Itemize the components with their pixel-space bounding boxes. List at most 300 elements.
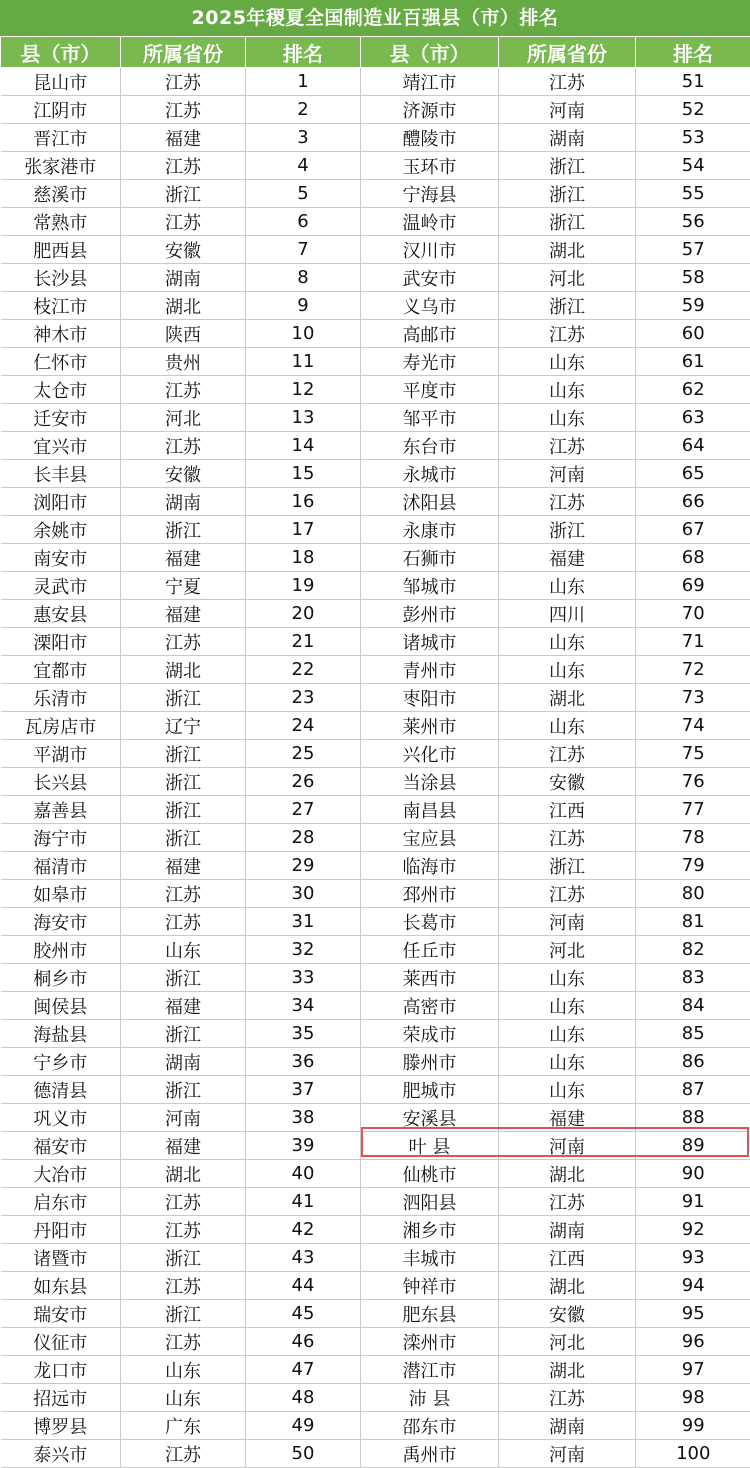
cell-county-left: 博罗县 bbox=[1, 1412, 121, 1440]
table-row bbox=[1, 1244, 750, 1272]
header-rank-right: 排名 bbox=[636, 37, 750, 68]
cell-county-left: 南安市 bbox=[1, 544, 121, 572]
cell-province-right: 湖北 bbox=[499, 236, 636, 264]
cell-county-right: 石狮市 bbox=[361, 544, 499, 572]
cell-rank-right: 69 bbox=[636, 572, 750, 600]
cell-county-right: 肥城市 bbox=[361, 1076, 499, 1104]
cell-province-left: 福建 bbox=[121, 852, 246, 880]
cell-rank-left: 15 bbox=[246, 460, 361, 488]
table-row bbox=[1, 1412, 750, 1440]
cell-rank-left: 44 bbox=[246, 1272, 361, 1300]
cell-province-right: 山东 bbox=[499, 1076, 636, 1104]
cell-rank-left: 47 bbox=[246, 1356, 361, 1384]
cell-rank-right: 67 bbox=[636, 516, 750, 544]
table-row bbox=[1, 1020, 750, 1048]
cell-province-left: 湖南 bbox=[121, 488, 246, 516]
cell-province-right: 四川 bbox=[499, 600, 636, 628]
cell-province-right: 河南 bbox=[499, 908, 636, 936]
cell-province-right: 福建 bbox=[499, 1104, 636, 1132]
cell-county-left: 启东市 bbox=[1, 1188, 121, 1216]
table-row bbox=[1, 684, 750, 712]
table-row bbox=[1, 124, 750, 152]
cell-county-right: 钟祥市 bbox=[361, 1272, 499, 1300]
cell-rank-left: 16 bbox=[246, 488, 361, 516]
cell-county-left: 福安市 bbox=[1, 1132, 121, 1160]
cell-county-right: 高密市 bbox=[361, 992, 499, 1020]
cell-county-left: 晋江市 bbox=[1, 124, 121, 152]
cell-province-left: 浙江 bbox=[121, 824, 246, 852]
cell-county-right: 叶 县 bbox=[361, 1132, 499, 1160]
cell-rank-left: 10 bbox=[246, 320, 361, 348]
cell-county-right: 滕州市 bbox=[361, 1048, 499, 1076]
cell-province-left: 浙江 bbox=[121, 796, 246, 824]
cell-province-left: 浙江 bbox=[121, 180, 246, 208]
table-row bbox=[1, 740, 750, 768]
cell-county-right: 兴化市 bbox=[361, 740, 499, 768]
cell-county-left: 如皋市 bbox=[1, 880, 121, 908]
cell-rank-right: 53 bbox=[636, 124, 750, 152]
cell-rank-left: 6 bbox=[246, 208, 361, 236]
cell-province-left: 辽宁 bbox=[121, 712, 246, 740]
table-row bbox=[1, 544, 750, 572]
cell-rank-right: 80 bbox=[636, 880, 750, 908]
table-row bbox=[1, 1188, 750, 1216]
cell-province-right: 河南 bbox=[499, 1132, 636, 1160]
cell-rank-right: 74 bbox=[636, 712, 750, 740]
cell-rank-right: 89 bbox=[636, 1132, 750, 1160]
cell-rank-left: 19 bbox=[246, 572, 361, 600]
cell-county-left: 桐乡市 bbox=[1, 964, 121, 992]
cell-county-left: 长沙县 bbox=[1, 264, 121, 292]
cell-rank-left: 24 bbox=[246, 712, 361, 740]
cell-rank-right: 90 bbox=[636, 1160, 750, 1188]
cell-province-right: 山东 bbox=[499, 964, 636, 992]
cell-county-left: 仪征市 bbox=[1, 1328, 121, 1356]
cell-county-right: 长葛市 bbox=[361, 908, 499, 936]
cell-province-right: 河南 bbox=[499, 460, 636, 488]
table-title: 2025年稷夏全国制造业百强县（市）排名 bbox=[0, 0, 750, 36]
cell-rank-right: 72 bbox=[636, 656, 750, 684]
cell-county-left: 嘉善县 bbox=[1, 796, 121, 824]
table-row bbox=[1, 96, 750, 124]
cell-county-left: 迁安市 bbox=[1, 404, 121, 432]
cell-rank-left: 40 bbox=[246, 1160, 361, 1188]
cell-province-right: 山东 bbox=[499, 992, 636, 1020]
table-row bbox=[1, 572, 750, 600]
cell-rank-left: 30 bbox=[246, 880, 361, 908]
table-row bbox=[1, 1132, 750, 1160]
cell-county-left: 大冶市 bbox=[1, 1160, 121, 1188]
cell-rank-right: 91 bbox=[636, 1188, 750, 1216]
cell-province-left: 江苏 bbox=[121, 376, 246, 404]
table-row bbox=[1, 348, 750, 376]
cell-province-left: 浙江 bbox=[121, 1020, 246, 1048]
cell-province-left: 江苏 bbox=[121, 1188, 246, 1216]
cell-county-right: 永城市 bbox=[361, 460, 499, 488]
cell-rank-left: 12 bbox=[246, 376, 361, 404]
table-row bbox=[1, 852, 750, 880]
cell-rank-right: 86 bbox=[636, 1048, 750, 1076]
cell-rank-right: 71 bbox=[636, 628, 750, 656]
cell-province-right: 江西 bbox=[499, 1244, 636, 1272]
cell-rank-left: 50 bbox=[246, 1440, 361, 1468]
cell-county-right: 荣成市 bbox=[361, 1020, 499, 1048]
cell-county-left: 福清市 bbox=[1, 852, 121, 880]
table-row bbox=[1, 180, 750, 208]
cell-county-right: 汉川市 bbox=[361, 236, 499, 264]
cell-county-right: 东台市 bbox=[361, 432, 499, 460]
table-row bbox=[1, 1356, 750, 1384]
cell-county-right: 济源市 bbox=[361, 96, 499, 124]
cell-county-right: 邵东市 bbox=[361, 1412, 499, 1440]
cell-province-right: 湖北 bbox=[499, 684, 636, 712]
cell-province-right: 山东 bbox=[499, 712, 636, 740]
cell-county-right: 沛 县 bbox=[361, 1384, 499, 1412]
cell-province-right: 江苏 bbox=[499, 740, 636, 768]
cell-province-right: 山东 bbox=[499, 656, 636, 684]
cell-county-right: 武安市 bbox=[361, 264, 499, 292]
cell-province-right: 河北 bbox=[499, 1328, 636, 1356]
cell-county-left: 宜都市 bbox=[1, 656, 121, 684]
cell-county-left: 灵武市 bbox=[1, 572, 121, 600]
cell-county-left: 浏阳市 bbox=[1, 488, 121, 516]
cell-county-right: 当涂县 bbox=[361, 768, 499, 796]
cell-rank-right: 93 bbox=[636, 1244, 750, 1272]
cell-county-left: 宁乡市 bbox=[1, 1048, 121, 1076]
cell-province-left: 湖南 bbox=[121, 1048, 246, 1076]
cell-province-right: 山东 bbox=[499, 348, 636, 376]
cell-rank-right: 75 bbox=[636, 740, 750, 768]
cell-province-right: 湖北 bbox=[499, 1160, 636, 1188]
table-row bbox=[1, 656, 750, 684]
cell-rank-right: 94 bbox=[636, 1272, 750, 1300]
cell-province-left: 江苏 bbox=[121, 1272, 246, 1300]
cell-rank-right: 87 bbox=[636, 1076, 750, 1104]
cell-county-right: 仙桃市 bbox=[361, 1160, 499, 1188]
cell-rank-right: 84 bbox=[636, 992, 750, 1020]
cell-province-left: 山东 bbox=[121, 1384, 246, 1412]
cell-rank-right: 92 bbox=[636, 1216, 750, 1244]
cell-rank-right: 56 bbox=[636, 208, 750, 236]
cell-province-right: 山东 bbox=[499, 628, 636, 656]
cell-rank-left: 34 bbox=[246, 992, 361, 1020]
table-row bbox=[1, 908, 750, 936]
cell-province-left: 浙江 bbox=[121, 516, 246, 544]
cell-rank-right: 79 bbox=[636, 852, 750, 880]
cell-rank-right: 68 bbox=[636, 544, 750, 572]
cell-province-left: 江苏 bbox=[121, 208, 246, 236]
cell-rank-left: 35 bbox=[246, 1020, 361, 1048]
cell-province-left: 广东 bbox=[121, 1412, 246, 1440]
cell-county-left: 神木市 bbox=[1, 320, 121, 348]
cell-county-right: 湘乡市 bbox=[361, 1216, 499, 1244]
cell-county-left: 德清县 bbox=[1, 1076, 121, 1104]
cell-province-right: 山东 bbox=[499, 404, 636, 432]
cell-county-right: 宝应县 bbox=[361, 824, 499, 852]
cell-rank-right: 57 bbox=[636, 236, 750, 264]
cell-rank-right: 78 bbox=[636, 824, 750, 852]
cell-county-left: 泰兴市 bbox=[1, 1440, 121, 1468]
cell-county-left: 张家港市 bbox=[1, 152, 121, 180]
cell-county-right: 南昌县 bbox=[361, 796, 499, 824]
cell-rank-left: 39 bbox=[246, 1132, 361, 1160]
cell-province-left: 浙江 bbox=[121, 684, 246, 712]
cell-province-left: 浙江 bbox=[121, 964, 246, 992]
cell-rank-right: 63 bbox=[636, 404, 750, 432]
cell-rank-right: 98 bbox=[636, 1384, 750, 1412]
cell-rank-left: 38 bbox=[246, 1104, 361, 1132]
cell-county-left: 闽侯县 bbox=[1, 992, 121, 1020]
cell-rank-left: 27 bbox=[246, 796, 361, 824]
cell-county-left: 招远市 bbox=[1, 1384, 121, 1412]
cell-province-right: 河北 bbox=[499, 264, 636, 292]
cell-province-left: 湖北 bbox=[121, 292, 246, 320]
cell-rank-left: 49 bbox=[246, 1412, 361, 1440]
cell-province-left: 福建 bbox=[121, 992, 246, 1020]
cell-county-left: 海安市 bbox=[1, 908, 121, 936]
cell-county-right: 温岭市 bbox=[361, 208, 499, 236]
cell-rank-right: 82 bbox=[636, 936, 750, 964]
cell-province-left: 陕西 bbox=[121, 320, 246, 348]
cell-rank-left: 48 bbox=[246, 1384, 361, 1412]
cell-county-left: 太仓市 bbox=[1, 376, 121, 404]
cell-province-right: 浙江 bbox=[499, 180, 636, 208]
cell-rank-right: 64 bbox=[636, 432, 750, 460]
cell-county-left: 长丰县 bbox=[1, 460, 121, 488]
cell-province-left: 浙江 bbox=[121, 1076, 246, 1104]
cell-rank-left: 9 bbox=[246, 292, 361, 320]
cell-province-left: 江苏 bbox=[121, 1328, 246, 1356]
cell-county-right: 义乌市 bbox=[361, 292, 499, 320]
header-row bbox=[1, 37, 750, 68]
cell-province-right: 湖北 bbox=[499, 1356, 636, 1384]
cell-province-right: 山东 bbox=[499, 1020, 636, 1048]
cell-county-left: 仁怀市 bbox=[1, 348, 121, 376]
cell-province-left: 福建 bbox=[121, 124, 246, 152]
cell-rank-left: 26 bbox=[246, 768, 361, 796]
cell-county-left: 瓦房店市 bbox=[1, 712, 121, 740]
cell-province-left: 江苏 bbox=[121, 628, 246, 656]
table-row bbox=[1, 880, 750, 908]
cell-county-left: 胶州市 bbox=[1, 936, 121, 964]
cell-rank-left: 4 bbox=[246, 152, 361, 180]
cell-rank-right: 62 bbox=[636, 376, 750, 404]
cell-province-right: 江苏 bbox=[499, 880, 636, 908]
cell-county-left: 肥西县 bbox=[1, 236, 121, 264]
cell-province-left: 江苏 bbox=[121, 1216, 246, 1244]
cell-county-left: 龙口市 bbox=[1, 1356, 121, 1384]
cell-province-right: 湖南 bbox=[499, 1412, 636, 1440]
cell-province-right: 江苏 bbox=[499, 68, 636, 96]
cell-county-right: 靖江市 bbox=[361, 68, 499, 96]
table-row bbox=[1, 1048, 750, 1076]
cell-rank-left: 33 bbox=[246, 964, 361, 992]
cell-rank-left: 7 bbox=[246, 236, 361, 264]
cell-rank-right: 54 bbox=[636, 152, 750, 180]
cell-county-right: 邹城市 bbox=[361, 572, 499, 600]
table-row bbox=[1, 768, 750, 796]
cell-province-left: 江苏 bbox=[121, 908, 246, 936]
cell-province-right: 山东 bbox=[499, 572, 636, 600]
cell-province-right: 浙江 bbox=[499, 152, 636, 180]
cell-rank-right: 85 bbox=[636, 1020, 750, 1048]
cell-rank-left: 45 bbox=[246, 1300, 361, 1328]
cell-province-right: 浙江 bbox=[499, 292, 636, 320]
cell-rank-left: 13 bbox=[246, 404, 361, 432]
header-province-left: 所属省份 bbox=[121, 37, 246, 68]
cell-province-right: 河北 bbox=[499, 936, 636, 964]
cell-rank-right: 100 bbox=[636, 1440, 750, 1468]
cell-rank-right: 76 bbox=[636, 768, 750, 796]
cell-rank-left: 17 bbox=[246, 516, 361, 544]
cell-county-left: 惠安县 bbox=[1, 600, 121, 628]
cell-county-left: 海宁市 bbox=[1, 824, 121, 852]
cell-rank-right: 65 bbox=[636, 460, 750, 488]
cell-rank-right: 96 bbox=[636, 1328, 750, 1356]
cell-rank-left: 8 bbox=[246, 264, 361, 292]
cell-province-right: 山东 bbox=[499, 1048, 636, 1076]
cell-county-right: 滦州市 bbox=[361, 1328, 499, 1356]
cell-province-left: 山东 bbox=[121, 936, 246, 964]
table-row bbox=[1, 376, 750, 404]
ranking-table bbox=[0, 36, 750, 1468]
cell-rank-left: 32 bbox=[246, 936, 361, 964]
cell-county-right: 平度市 bbox=[361, 376, 499, 404]
cell-rank-right: 52 bbox=[636, 96, 750, 124]
cell-rank-left: 46 bbox=[246, 1328, 361, 1356]
cell-county-left: 平湖市 bbox=[1, 740, 121, 768]
cell-county-right: 莱州市 bbox=[361, 712, 499, 740]
cell-province-left: 浙江 bbox=[121, 1244, 246, 1272]
table-row bbox=[1, 824, 750, 852]
cell-county-right: 邳州市 bbox=[361, 880, 499, 908]
cell-county-right: 高邮市 bbox=[361, 320, 499, 348]
table-row bbox=[1, 1104, 750, 1132]
cell-rank-right: 83 bbox=[636, 964, 750, 992]
cell-rank-right: 58 bbox=[636, 264, 750, 292]
cell-province-left: 湖北 bbox=[121, 1160, 246, 1188]
cell-rank-left: 23 bbox=[246, 684, 361, 712]
table-row bbox=[1, 936, 750, 964]
cell-county-right: 寿光市 bbox=[361, 348, 499, 376]
cell-rank-left: 29 bbox=[246, 852, 361, 880]
cell-province-left: 湖北 bbox=[121, 656, 246, 684]
cell-province-left: 贵州 bbox=[121, 348, 246, 376]
cell-province-left: 浙江 bbox=[121, 768, 246, 796]
cell-county-right: 诸城市 bbox=[361, 628, 499, 656]
table-row bbox=[1, 236, 750, 264]
table-row bbox=[1, 992, 750, 1020]
table-row bbox=[1, 264, 750, 292]
cell-province-right: 湖南 bbox=[499, 1216, 636, 1244]
cell-province-left: 福建 bbox=[121, 1132, 246, 1160]
cell-rank-right: 59 bbox=[636, 292, 750, 320]
cell-province-left: 河南 bbox=[121, 1104, 246, 1132]
table-row bbox=[1, 292, 750, 320]
cell-province-left: 江苏 bbox=[121, 68, 246, 96]
table-row bbox=[1, 488, 750, 516]
table-row bbox=[1, 1384, 750, 1412]
cell-county-left: 长兴县 bbox=[1, 768, 121, 796]
table-row bbox=[1, 1216, 750, 1244]
cell-rank-left: 2 bbox=[246, 96, 361, 124]
cell-rank-right: 81 bbox=[636, 908, 750, 936]
cell-county-left: 慈溪市 bbox=[1, 180, 121, 208]
cell-county-right: 泗阳县 bbox=[361, 1188, 499, 1216]
table-row bbox=[1, 516, 750, 544]
cell-rank-right: 73 bbox=[636, 684, 750, 712]
header-province-right: 所属省份 bbox=[499, 37, 636, 68]
cell-county-left: 巩义市 bbox=[1, 1104, 121, 1132]
cell-province-right: 江苏 bbox=[499, 432, 636, 460]
cell-province-right: 山东 bbox=[499, 376, 636, 404]
header-rank-left: 排名 bbox=[246, 37, 361, 68]
cell-rank-left: 3 bbox=[246, 124, 361, 152]
cell-rank-left: 20 bbox=[246, 600, 361, 628]
cell-province-right: 河南 bbox=[499, 96, 636, 124]
cell-county-right: 丰城市 bbox=[361, 1244, 499, 1272]
cell-county-left: 海盐县 bbox=[1, 1020, 121, 1048]
cell-province-left: 浙江 bbox=[121, 740, 246, 768]
table-row bbox=[1, 1076, 750, 1104]
table-row bbox=[1, 600, 750, 628]
cell-rank-left: 41 bbox=[246, 1188, 361, 1216]
cell-rank-left: 22 bbox=[246, 656, 361, 684]
cell-rank-left: 5 bbox=[246, 180, 361, 208]
cell-province-left: 江苏 bbox=[121, 152, 246, 180]
cell-county-right: 禹州市 bbox=[361, 1440, 499, 1468]
cell-county-left: 如东县 bbox=[1, 1272, 121, 1300]
table-row bbox=[1, 964, 750, 992]
cell-county-right: 任丘市 bbox=[361, 936, 499, 964]
cell-county-left: 宜兴市 bbox=[1, 432, 121, 460]
cell-county-right: 玉环市 bbox=[361, 152, 499, 180]
cell-county-right: 莱西市 bbox=[361, 964, 499, 992]
cell-county-right: 沭阳县 bbox=[361, 488, 499, 516]
cell-county-right: 临海市 bbox=[361, 852, 499, 880]
cell-province-left: 江苏 bbox=[121, 880, 246, 908]
cell-rank-right: 70 bbox=[636, 600, 750, 628]
cell-province-right: 浙江 bbox=[499, 852, 636, 880]
cell-rank-left: 11 bbox=[246, 348, 361, 376]
cell-county-right: 醴陵市 bbox=[361, 124, 499, 152]
cell-county-left: 江阴市 bbox=[1, 96, 121, 124]
cell-rank-right: 60 bbox=[636, 320, 750, 348]
cell-rank-left: 42 bbox=[246, 1216, 361, 1244]
cell-county-left: 瑞安市 bbox=[1, 1300, 121, 1328]
table-row bbox=[1, 1328, 750, 1356]
cell-rank-right: 61 bbox=[636, 348, 750, 376]
cell-rank-left: 18 bbox=[246, 544, 361, 572]
cell-province-right: 江苏 bbox=[499, 1188, 636, 1216]
cell-province-left: 安徽 bbox=[121, 236, 246, 264]
table-body bbox=[1, 68, 750, 1468]
cell-county-right: 永康市 bbox=[361, 516, 499, 544]
cell-rank-right: 97 bbox=[636, 1356, 750, 1384]
cell-county-left: 常熟市 bbox=[1, 208, 121, 236]
cell-province-right: 安徽 bbox=[499, 768, 636, 796]
cell-county-left: 昆山市 bbox=[1, 68, 121, 96]
cell-province-right: 江苏 bbox=[499, 1384, 636, 1412]
cell-province-left: 江苏 bbox=[121, 432, 246, 460]
table-row bbox=[1, 320, 750, 348]
cell-province-right: 江苏 bbox=[499, 824, 636, 852]
cell-province-right: 江西 bbox=[499, 796, 636, 824]
cell-rank-right: 88 bbox=[636, 1104, 750, 1132]
cell-rank-left: 36 bbox=[246, 1048, 361, 1076]
cell-rank-left: 1 bbox=[246, 68, 361, 96]
cell-rank-right: 95 bbox=[636, 1300, 750, 1328]
